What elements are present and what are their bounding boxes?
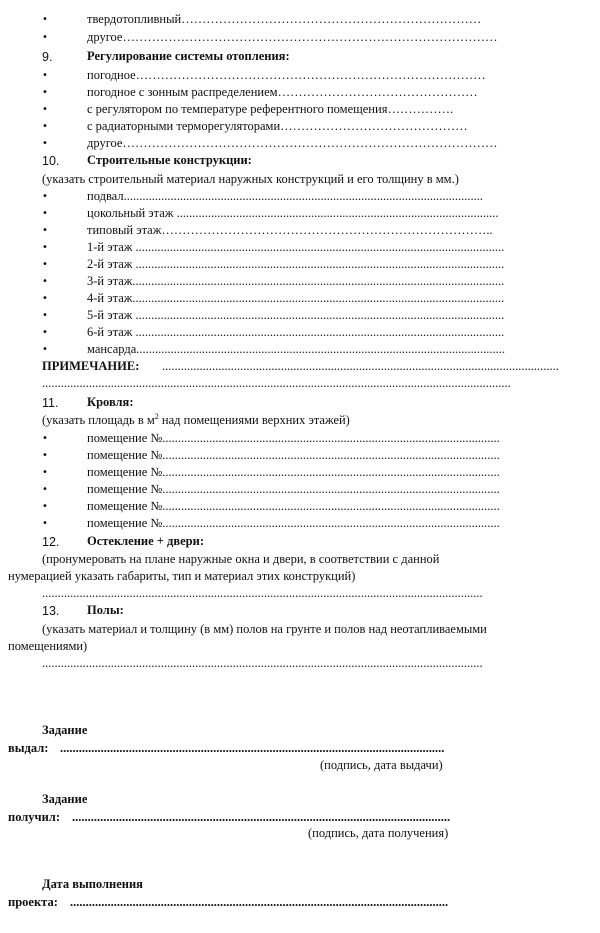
section-note: нумерацией указать габариты, тип и материал этих конструкций) (8, 569, 356, 583)
list-item: 6-й этаж ...................................................................................................................... (87, 325, 505, 339)
list-item: помещение №............................................................................................................ (87, 516, 500, 530)
dotted-line: ............................................................................................................................................. (42, 656, 483, 670)
list-item: другое……………………………………………………………………………… (87, 136, 498, 150)
section-number: 9. (42, 50, 53, 64)
section-note: помещениями) (8, 639, 88, 653)
list-item: мансарда...................................................................................................................... (87, 342, 506, 356)
list-item: 1-й этаж ...................................................................................................................... (87, 240, 505, 254)
list-item: твердотопливный……………………………………………………………… (87, 12, 482, 26)
section-note: (указать строительный материал наружных конструкций и его толщину в мм.) (42, 172, 459, 186)
section-title: Кровля: (87, 395, 134, 409)
section-title: Регулирование системы отопления: (87, 49, 290, 63)
bullet: • (42, 310, 48, 321)
list-item: с радиаторными терморегуляторами……………………………………… (87, 119, 468, 133)
section-title: Строительные конструкции: (87, 153, 252, 167)
list-item: другое……………………………………………………………………………… (87, 30, 498, 44)
bullet: • (42, 433, 48, 444)
completion-line: ......................................................................................................................... (70, 895, 449, 909)
section-title: Полы: (87, 603, 124, 617)
received-label-2: получил: (8, 810, 60, 824)
list-item: 2-й этаж ...................................................................................................................... (87, 257, 505, 271)
section-title: Остекление + двери: (87, 534, 204, 548)
bullet: • (42, 293, 48, 304)
list-item: с регулятором по температуре референтного помещения……………. (87, 102, 454, 116)
completion-label-2: проекта: (8, 895, 58, 909)
bullet: • (42, 344, 48, 355)
dotted-line: ............................................................................................................................................. (42, 586, 483, 600)
bullet: • (42, 14, 48, 25)
bullet: • (42, 70, 48, 81)
bullet: • (42, 208, 48, 219)
issued-signature-line: ........................................................................................................................... (60, 741, 445, 755)
section-number: 12. (42, 535, 60, 549)
list-item: 4-й этаж....................................................................................................................... (87, 291, 505, 305)
issued-label-2: выдал: (8, 741, 49, 755)
remark-label: ПРИМЕЧАНИЕ: (42, 359, 140, 373)
section-number: 13. (42, 604, 60, 618)
list-item: 3-й этаж....................................................................................................................... (87, 274, 505, 288)
completion-label: Дата выполнения (42, 877, 143, 891)
bullet: • (42, 191, 48, 202)
bullet: • (42, 104, 48, 115)
list-item: 5-й этаж ...................................................................................................................... (87, 308, 505, 322)
bullet: • (42, 501, 48, 512)
remark-dots-line: ...................................................................................................................................................... (42, 376, 511, 390)
list-item: погодное с зонным распределением………………………………………… (87, 85, 478, 99)
bullet: • (42, 32, 48, 43)
section-note: (указать материал и толщину (в мм) полов на грунте и полов над неотапливаемыми (42, 622, 487, 636)
issued-caption: (подпись, дата выдачи) (320, 758, 443, 772)
list-item: типовый этаж…………………………………………………………………….. (87, 223, 493, 237)
list-item: помещение №............................................................................................................ (87, 448, 500, 462)
remark-dots: ............................................................................................................................... (162, 359, 559, 373)
received-signature-line: ......................................................................................................................... (72, 810, 451, 824)
note-text: (указать площадь в м (42, 413, 155, 427)
list-item: помещение №............................................................................................................ (87, 465, 500, 479)
note-text: над помещениями верхних этажей) (158, 413, 350, 427)
superscript: 2 (154, 413, 159, 421)
bullet: • (42, 225, 48, 236)
section-note (42, 413, 350, 428)
bullet: • (42, 467, 48, 478)
bullet: • (42, 242, 48, 253)
section-number: 11. (42, 396, 59, 410)
bullet: • (42, 450, 48, 461)
bullet: • (42, 121, 48, 132)
list-item: помещение №............................................................................................................ (87, 499, 500, 513)
bullet: • (42, 138, 48, 149)
list-item: подвал................................................................................................................... (87, 189, 483, 203)
list-item: цокольный этаж ....................................................................................................... (87, 206, 499, 220)
section-number: 10. (42, 154, 60, 168)
list-item: погодное………………………………………………………………………… (87, 68, 486, 82)
list-item: помещение №............................................................................................................ (87, 431, 500, 445)
issued-label: Задание (42, 723, 88, 737)
list-item: помещение №............................................................................................................ (87, 482, 500, 496)
bullet: • (42, 327, 48, 338)
received-label: Задание (42, 792, 88, 806)
received-caption: (подпись, дата получения) (308, 826, 449, 840)
bullet: • (42, 484, 48, 495)
bullet: • (42, 87, 48, 98)
section-note: (пронумеровать на плане наружные окна и двери, в соответствии с данной (42, 552, 440, 566)
bullet: • (42, 276, 48, 287)
bullet: • (42, 518, 48, 529)
bullet: • (42, 259, 48, 270)
